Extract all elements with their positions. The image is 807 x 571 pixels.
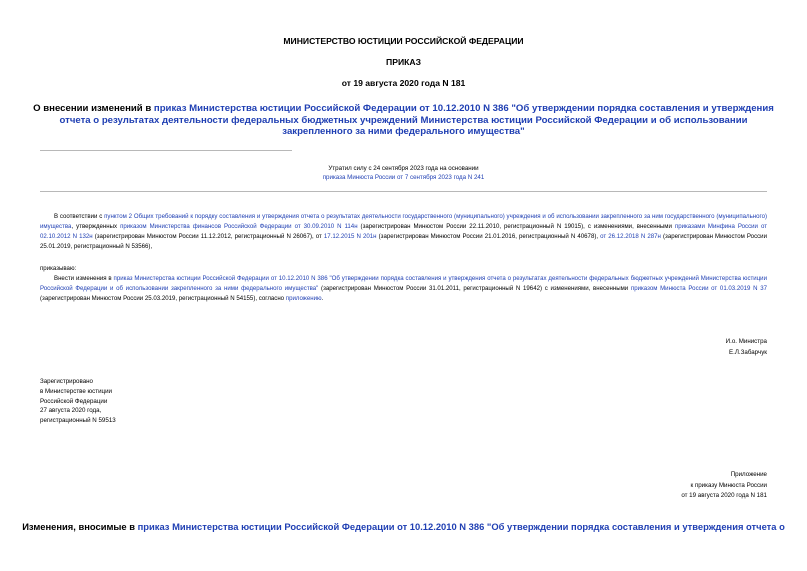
title-divider [40,150,292,151]
p1-text-3: (зарегистрирован Минюстом России 22.11.2010, регистрационный N 19015), с изменениями, внесенными [357,223,675,231]
registration-line: 27 августа 2020 года, [40,407,102,415]
doc-date-heading: от 19 августа 2020 года N 181 [341,78,466,88]
appendix-line: к приказу Минюста России [690,481,767,489]
doc-type-heading: ПРИКАЗ [386,57,421,67]
p1-text-5: (зарегистрирован Минюстом России 21.01.2016, регистрационный N 40678), [376,233,601,241]
title-prefix: О внесении изменений в [33,103,154,114]
appendix-title-link[interactable]: приказ Министерства юстиции Российской Федерации от 10.12.2010 N 386 "Об утверждении порядка составления и утверждения отчета о [137,521,785,532]
p2-text-1: Внести изменения в [54,275,114,282]
p1-link-2018[interactable]: от 26.12.2018 N 287н [600,233,661,241]
signature-block [560,336,767,358]
registration-block [40,377,116,426]
registration-line: регистрационный N 59513 [40,417,116,425]
document-title [30,103,777,138]
title-order-link[interactable]: приказ Министерства юстиции Российской Федерации от 10.12.2010 N 386 "Об утверждении порядка составления и утверждения отчета о результатах деятельности федеральных бюджетных учреждений Министерства юстиции Российской Федерации и об использовании закрепленного за ними федерального имущества" [59,103,774,138]
p1-link-requirements[interactable]: пунктом 2 Общих требований к порядку составления и утверждения отчета о результатах деятельности государственного (муниципального) учреждения и об использовании закрепленного за ним государственного (муниципального) имущества [40,213,768,231]
p2-link-order-386[interactable]: приказ Министерства юстиции Российской Федерации от 10.12.2010 N 386 "Об утверждении порядка составления и утверждения отчета о результатах деятельности федеральных бюджетных учреждений Министерства юстиции Российской Федерации и об использовании закрепленного за ними федерального имущества" [40,275,767,293]
status-divider [40,191,767,192]
appendix-line: Приложение [730,471,767,478]
registration-line: Российской Федерации [40,397,108,405]
p1-text-1: В соответствии с [54,213,105,220]
p2-link-order-37[interactable]: приказом Минюста России от 01.03.2019 N 37 [630,285,768,293]
p1-text-2: , утвержденных [71,223,121,231]
registration-line: в Министерстве юстиции [40,387,113,395]
status-line: Утратил силу с 24 сентября 2023 года на основании [328,165,479,172]
p2-text-3: (зарегистрирован Минюстом России 25.03.2019, регистрационный N 54155), согласно [40,295,286,303]
status-link[interactable]: приказа Минюста России от 7 сентября 2023 года N 241 [322,173,485,181]
p1-link-minfin-order[interactable]: приказом Министерства финансов Российской Федерации от 30.09.2010 N 114н [120,223,358,231]
signature-name: Е.Л.Забарчук [729,349,767,356]
p1-link-orders-2012[interactable]: приказами Минфина России от 02.10.2012 N 132н [40,223,767,241]
p2-text-4: . [321,295,324,303]
status-note [40,165,767,182]
signature-position: И.о. Министра [725,338,767,345]
registration-line: Зарегистрировано [40,378,93,385]
appendix-title [0,521,807,532]
p1-text-6: (зарегистрирован Минюстом России 25.01.2019, регистрационный N 53566), [40,233,767,251]
appendix-line: от 19 августа 2020 года N 181 [681,492,767,500]
paragraph-changes [40,274,767,304]
p2-link-appendix[interactable]: приложению [285,295,322,303]
paragraph-basis [40,212,767,252]
appendix-title-prefix: Изменения, вносимые в [22,521,138,532]
p1-link-2015[interactable]: 17.12.2015 N 201н [323,233,377,241]
ministry-heading: МИНИСТЕРСТВО ЮСТИЦИИ РОССИЙСКОЙ ФЕДЕРАЦИИ [283,36,524,46]
p2-text-2: (зарегистрирован Минюстом России 31.01.2011, регистрационный N 19642) с изменениями, внесенными [318,285,631,293]
appendix-block [560,470,767,502]
order-word: приказываю: [40,265,77,272]
p1-text-4: (зарегистрирован Минюстом России 11.12.2012, регистрационный N 26067), от [92,233,324,241]
